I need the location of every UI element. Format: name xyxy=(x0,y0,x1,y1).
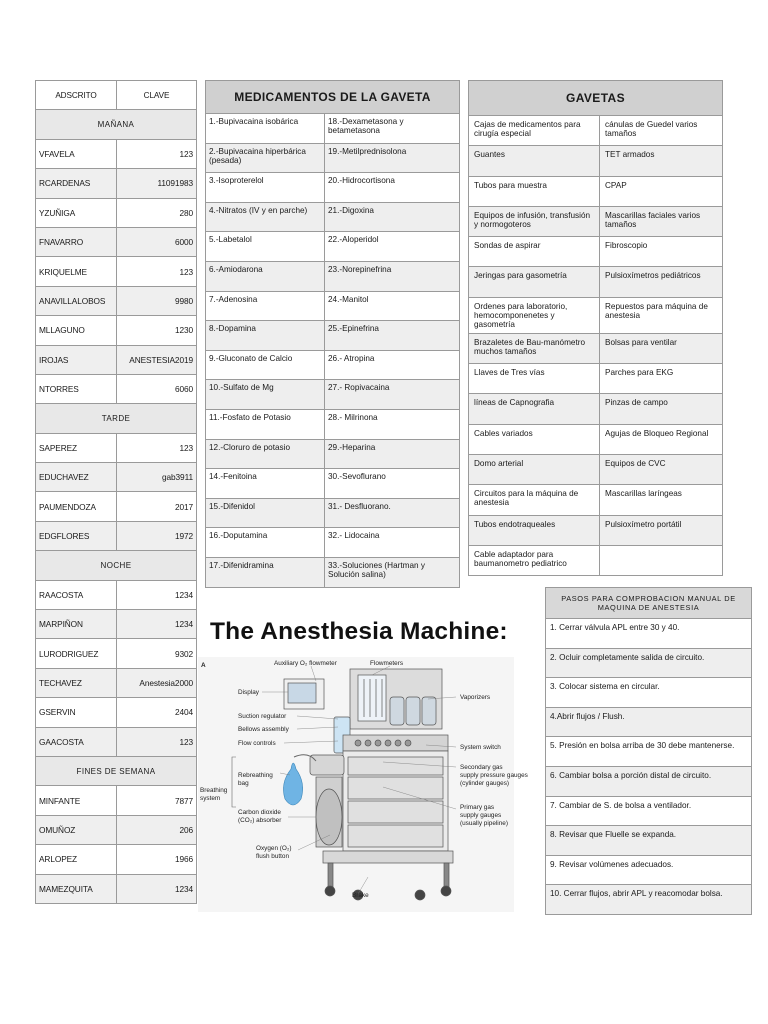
roster-row xyxy=(36,227,197,256)
roster-key: 6060 xyxy=(117,374,197,403)
roster-key: ANESTESIA2019 xyxy=(117,345,197,374)
roster-row xyxy=(36,845,197,874)
roster-row xyxy=(36,139,197,168)
label-oxygen-flush-2: flush button xyxy=(256,853,290,860)
label-vaporizers: Vaporizers xyxy=(460,694,491,701)
drawer-row xyxy=(469,146,723,176)
roster-user: ANAVILLALOBOS xyxy=(36,286,117,315)
medication-item: 32.- Lidocaina xyxy=(325,528,460,558)
drawer-item: cánulas de Guedel varios tamaños xyxy=(600,116,723,146)
medication-item: 9.-Gluconato de Calcio xyxy=(206,350,325,380)
label-suction-regulator: Suction regulator xyxy=(238,713,287,720)
roster-key: 2404 xyxy=(117,698,197,727)
label-oxygen-flush-1: Oxygen (O₂) xyxy=(256,845,292,852)
roster-user: YZUÑIGA xyxy=(36,198,117,227)
roster-row xyxy=(36,463,197,492)
roster-row xyxy=(36,492,197,521)
roster-section-header xyxy=(36,110,197,139)
roster-key: 1966 xyxy=(117,845,197,874)
label-primary-gas-1: Primary gas xyxy=(460,804,495,811)
roster-row xyxy=(36,286,197,315)
roster-col-clave: CLAVE xyxy=(117,81,197,110)
drawer-row xyxy=(469,515,723,545)
roster-key: 9302 xyxy=(117,639,197,668)
roster-row xyxy=(36,198,197,227)
medication-item: 16.-Doputamina xyxy=(206,528,325,558)
roster-row xyxy=(36,169,197,198)
medication-item: 1.-Bupivacaina isobárica xyxy=(206,114,325,144)
roster-user: MARPIÑON xyxy=(36,610,117,639)
medication-item: 8.-Dopamina xyxy=(206,321,325,351)
drawer-item: Tubos endotraqueales xyxy=(469,515,600,545)
roster-user: FNAVARRO xyxy=(36,227,117,256)
roster-key: 123 xyxy=(117,433,197,462)
medication-row xyxy=(206,261,460,291)
roster-user: OMUÑOZ xyxy=(36,815,117,844)
drawer-item: Agujas de Bloqueo Regional xyxy=(600,424,723,454)
roster-section-title: NOCHE xyxy=(36,551,197,580)
medication-item: 7.-Adenosina xyxy=(206,291,325,321)
roster-key: 7877 xyxy=(117,786,197,815)
roster-user: VFAVELA xyxy=(36,139,117,168)
medication-row xyxy=(206,469,460,499)
checklist-step: 9. Revisar volúmenes adecuados. xyxy=(546,855,752,885)
roster-user: MAMEZQUITA xyxy=(36,874,117,903)
roster-key: gab3911 xyxy=(117,463,197,492)
medication-item: 23.-Norepinefrina xyxy=(325,261,460,291)
panel-letter: A xyxy=(201,662,206,669)
drawer-item: Equipos de infusión, transfusión y normogoteros xyxy=(469,206,600,236)
drawer-item: Pinzas de campo xyxy=(600,394,723,424)
roster-row xyxy=(36,345,197,374)
roster-row xyxy=(36,727,197,756)
drawer-row xyxy=(469,545,723,575)
medication-item: 14.-Fenitoina xyxy=(206,469,325,499)
medication-row xyxy=(206,350,460,380)
roster-section-header xyxy=(36,756,197,785)
medication-row xyxy=(206,173,460,203)
roster-key: 11091983 xyxy=(117,169,197,198)
medication-item: 17.-Difenidramina xyxy=(206,557,325,587)
medication-row xyxy=(206,232,460,262)
medication-row xyxy=(206,409,460,439)
roster-user: TECHAVEZ xyxy=(36,668,117,697)
checklist-row xyxy=(546,855,752,885)
medication-item: 18.-Dexametasona y betametasona xyxy=(325,114,460,144)
roster-row xyxy=(36,786,197,815)
roster-user: RAACOSTA xyxy=(36,580,117,609)
roster-row xyxy=(36,580,197,609)
medication-item: 6.-Amiodarona xyxy=(206,261,325,291)
roster-header-row xyxy=(36,81,197,110)
roster-row xyxy=(36,815,197,844)
medication-row xyxy=(206,114,460,144)
checklist-title: PASOS PARA COMPROBACION MANUAL DE MAQUINA DE ANESTESIA xyxy=(546,588,752,619)
checklist-row xyxy=(546,737,752,767)
roster-key: 1234 xyxy=(117,874,197,903)
drawer-row xyxy=(469,237,723,267)
drawer-item: Cables variados xyxy=(469,424,600,454)
label-rebreathing-bag-2: bag xyxy=(238,780,249,787)
medication-item: 11.-Fosfato de Potasio xyxy=(206,409,325,439)
medication-row xyxy=(206,321,460,351)
drawer-item: Sondas de aspirar xyxy=(469,237,600,267)
checklist-step: 4.Abrir flujos / Flush. xyxy=(546,707,752,737)
label-breathing-system-1: Breathing xyxy=(200,787,228,794)
drawer-row xyxy=(469,116,723,146)
drawer-item: Jeringas para gasometría xyxy=(469,267,600,297)
drawer-item: TET armados xyxy=(600,146,723,176)
checklist-step: 6. Cambiar bolsa a porción distal de circuito. xyxy=(546,766,752,796)
drawer-item: Mascarillas laríngeas xyxy=(600,485,723,515)
medication-item: 21.-Digoxina xyxy=(325,202,460,232)
label-primary-gas-2: supply gauges xyxy=(460,812,502,819)
drawer-item: Bolsas para ventilar xyxy=(600,333,723,363)
drawer-item: Mascarillas faciales varios tamaños xyxy=(600,206,723,236)
checklist-row xyxy=(546,796,752,826)
roster-user: IROJAS xyxy=(36,345,117,374)
label-co2-absorber-2: (CO₂) absorber xyxy=(238,817,282,824)
drawer-item: Cajas de medicamentos para cirugía especial xyxy=(469,116,600,146)
checklist-row xyxy=(546,678,752,708)
drawer-item: Pulsioxímetros pediátricos xyxy=(600,267,723,297)
medication-item: 31.- Desfluorano. xyxy=(325,498,460,528)
label-flowmeters: Flowmeters xyxy=(370,660,404,667)
roster-user: LURODRIGUEZ xyxy=(36,639,117,668)
checklist-step: 10. Cerrar flujos, abrir APL y reacomodar bolsa. xyxy=(546,885,752,915)
label-breathing-system-2: system xyxy=(200,795,221,802)
drawer-item: Llaves de Tres vías xyxy=(469,364,600,394)
label-secondary-gas-1: Secondary gas xyxy=(460,764,503,771)
medication-row xyxy=(206,380,460,410)
roster-user: SAPEREZ xyxy=(36,433,117,462)
drawer-item: Equipos de CVC xyxy=(600,454,723,484)
roster-user: NTORRES xyxy=(36,374,117,403)
roster-user: PAUMENDOZA xyxy=(36,492,117,521)
drawer-item: Parches para EKG xyxy=(600,364,723,394)
roster-section-title: MAÑANA xyxy=(36,110,197,139)
drawer-row xyxy=(469,454,723,484)
drawer-row xyxy=(469,176,723,206)
roster-key: 9980 xyxy=(117,286,197,315)
medications-table xyxy=(205,80,460,588)
drawer-item: Circuitos para la máquina de anestesia xyxy=(469,485,600,515)
drawers-table xyxy=(468,80,723,576)
drawers-title: GAVETAS xyxy=(469,81,723,116)
medication-item: 22.-Aloperidol xyxy=(325,232,460,262)
checklist-row xyxy=(546,885,752,915)
checklist-step: 5. Presión en bolsa arriba de 30 debe mantenerse. xyxy=(546,737,752,767)
roster-col-adscrito: ADSCRITO xyxy=(36,81,117,110)
medication-item: 10.-Sulfato de Mg xyxy=(206,380,325,410)
roster-user: GAACOSTA xyxy=(36,727,117,756)
medication-item: 28.- Milrinona xyxy=(325,409,460,439)
checklist-step: 2. Ocluir completamente salida de circuito. xyxy=(546,648,752,678)
medication-item: 3.-Isoproterelol xyxy=(206,173,325,203)
medication-item: 19.-Metilprednisolona xyxy=(325,143,460,173)
roster-user: MLLAGUNO xyxy=(36,316,117,345)
drawer-item: Fibroscopio xyxy=(600,237,723,267)
drawer-row xyxy=(469,364,723,394)
medication-row xyxy=(206,557,460,587)
checklist-row xyxy=(546,707,752,737)
drawer-item: Guantes xyxy=(469,146,600,176)
drawer-item: Tubos para muestra xyxy=(469,176,600,206)
checklist-row xyxy=(546,766,752,796)
roster-key: 206 xyxy=(117,815,197,844)
drawer-item: Domo arterial xyxy=(469,454,600,484)
medication-item: 2.-Bupivacaina hiperbárica (pesada) xyxy=(206,143,325,173)
medication-item: 12.-Cloruro de potasio xyxy=(206,439,325,469)
roster-user: MINFANTE xyxy=(36,786,117,815)
label-brake: Brake xyxy=(352,892,369,899)
roster-section-header xyxy=(36,551,197,580)
drawer-row xyxy=(469,485,723,515)
medication-row xyxy=(206,528,460,558)
roster-user: RCARDENAS xyxy=(36,169,117,198)
label-display: Display xyxy=(238,689,259,696)
medication-row xyxy=(206,498,460,528)
label-bellows-assembly: Bellows assembly xyxy=(238,726,289,733)
roster-key: 1972 xyxy=(117,521,197,550)
drawer-item: Brazaletes de Bau-manómetro muchos tamaños xyxy=(469,333,600,363)
roster-row xyxy=(36,521,197,550)
medication-item: 20.-Hidrocortisona xyxy=(325,173,460,203)
checklist-table xyxy=(545,587,752,915)
roster-user: GSERVIN xyxy=(36,698,117,727)
label-aux-flowmeter: Auxiliary O₂ flowmeter xyxy=(274,660,337,667)
roster-key: 2017 xyxy=(117,492,197,521)
drawer-row xyxy=(469,206,723,236)
roster-key: 6000 xyxy=(117,227,197,256)
medication-item: 33.-Soluciones (Hartman y Solución salina) xyxy=(325,557,460,587)
medication-item: 29.-Heparina xyxy=(325,439,460,469)
drawer-row xyxy=(469,267,723,297)
medication-item: 27.- Ropivacaina xyxy=(325,380,460,410)
drawer-item: Cable adaptador para baumanometro pediatrico xyxy=(469,545,600,575)
roster-row xyxy=(36,257,197,286)
drawer-row xyxy=(469,424,723,454)
label-secondary-gas-3: (cylinder gauges) xyxy=(460,780,510,787)
medication-item: 4.-Nitratos (IV y en parche) xyxy=(206,202,325,232)
medication-item: 5.-Labetalol xyxy=(206,232,325,262)
roster-user: KRIQUELME xyxy=(36,257,117,286)
label-rebreathing-bag-1: Rebreathing xyxy=(238,772,273,779)
checklist-step: 7. Cambiar de S. de bolsa a ventilador. xyxy=(546,796,752,826)
roster-row xyxy=(36,433,197,462)
roster-row xyxy=(36,668,197,697)
roster-user: EDUCHAVEZ xyxy=(36,463,117,492)
roster-section-title: FINES DE SEMANA xyxy=(36,756,197,785)
roster-row xyxy=(36,874,197,903)
medication-item: 26.- Atropina xyxy=(325,350,460,380)
drawer-item: CPAP xyxy=(600,176,723,206)
roster-key: 123 xyxy=(117,257,197,286)
roster-section-title: TARDE xyxy=(36,404,197,433)
drawer-row xyxy=(469,394,723,424)
roster-key: 1234 xyxy=(117,610,197,639)
drawer-item xyxy=(600,545,723,575)
medication-row xyxy=(206,439,460,469)
label-system-switch: System switch xyxy=(460,744,501,751)
label-co2-absorber-1: Carbon dioxide xyxy=(238,809,281,816)
roster-user: ARLOPEZ xyxy=(36,845,117,874)
medication-item: 24.-Manitol xyxy=(325,291,460,321)
roster-row xyxy=(36,610,197,639)
drawer-item: Ordenes para laboratorio, hemocomponenetes y gasometría xyxy=(469,297,600,333)
medication-item: 15.-Difenidol xyxy=(206,498,325,528)
medications-title: MEDICAMENTOS DE LA GAVETA xyxy=(206,81,460,114)
drawer-item: Pulsioxímetro portátil xyxy=(600,515,723,545)
medication-item: 25.-Epinefrina xyxy=(325,321,460,351)
drawer-row xyxy=(469,297,723,333)
roster-row xyxy=(36,316,197,345)
checklist-row xyxy=(546,826,752,856)
roster-row xyxy=(36,374,197,403)
anesthesia-machine-diagram xyxy=(198,657,528,912)
roster-row xyxy=(36,639,197,668)
roster-key: Anestesia2000 xyxy=(117,668,197,697)
checklist-row xyxy=(546,619,752,649)
checklist-step: 8. Revisar que Fluelle se expanda. xyxy=(546,826,752,856)
roster-key: 1234 xyxy=(117,580,197,609)
roster-key: 1230 xyxy=(117,316,197,345)
roster-key: 280 xyxy=(117,198,197,227)
figure-title: The Anesthesia Machine: xyxy=(210,618,508,645)
roster-table xyxy=(35,80,197,904)
checklist-row xyxy=(546,648,752,678)
roster-key: 123 xyxy=(117,727,197,756)
drawer-item: líneas de Capnografia xyxy=(469,394,600,424)
checklist-step: 3. Colocar sistema en circular. xyxy=(546,678,752,708)
label-flow-controls: Flow controls xyxy=(238,740,276,747)
medication-row xyxy=(206,202,460,232)
label-primary-gas-3: (usually pipeline) xyxy=(460,820,508,827)
medication-item: 30.-Sevoflurano xyxy=(325,469,460,499)
roster-section-header xyxy=(36,404,197,433)
medication-row xyxy=(206,143,460,173)
label-secondary-gas-2: supply pressure gauges xyxy=(460,772,528,779)
roster-key: 123 xyxy=(117,139,197,168)
medication-row xyxy=(206,291,460,321)
drawer-row xyxy=(469,333,723,363)
checklist-step: 1. Cerrar válvula APL entre 30 y 40. xyxy=(546,619,752,649)
drawer-item: Repuestos para máquina de anestesia xyxy=(600,297,723,333)
roster-user: EDGFLORES xyxy=(36,521,117,550)
roster-row xyxy=(36,698,197,727)
